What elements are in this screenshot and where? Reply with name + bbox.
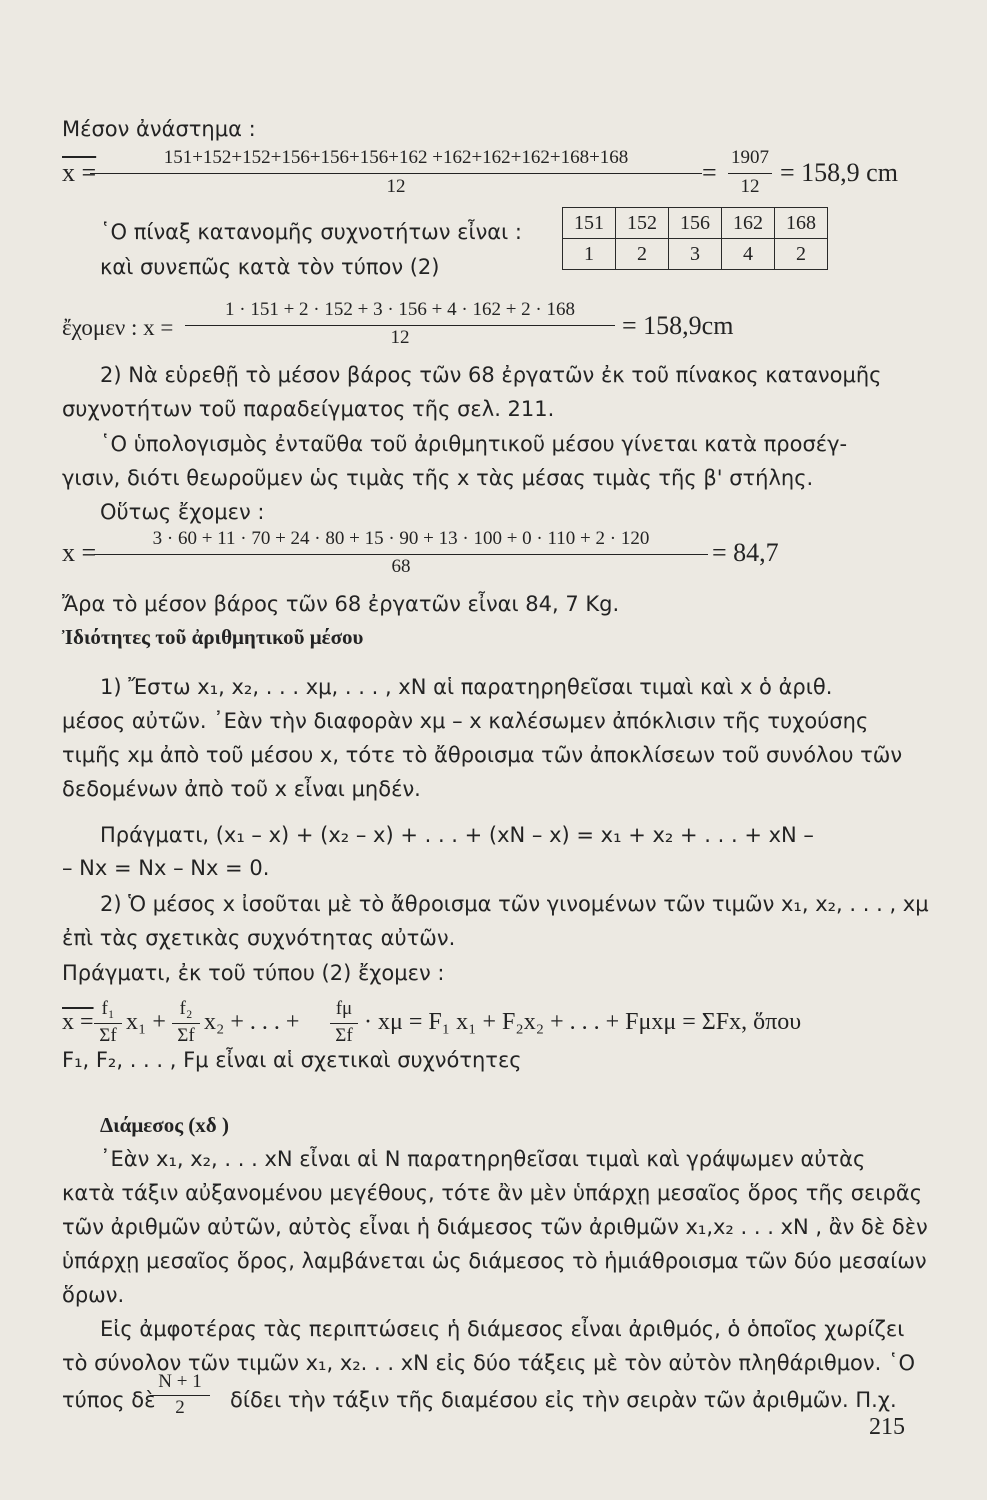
median-line2: κατὰ τάξιν αὐξανομένου μεγέθους, τότε ἂν μὲν ὑπάρχῃ μεσαῖος ὅρος τῆς σειρᾶς (62, 1181, 923, 1205)
table-intro-line2: καὶ συνεπῶς κατὰ τὸν τύπον (2) (100, 255, 440, 279)
eq1-fraction2-numerator: 1907 (731, 147, 769, 168)
median-line1: ᾿Εὰν x₁, x₂, . . . xN εἶναι αἱ N παρατηρηθεῖσαι τιμαὶ καὶ γράψωμεν αὐτὰς (100, 1147, 866, 1171)
eq1-lhs: x = (62, 158, 97, 187)
prop1-line1: 1) Ἔστω x₁, x₂, . . . xμ, . . . , xN αἱ παρατηρηθεῖσαι τιμαὶ καὶ x ὁ ἀριθ. (100, 675, 833, 699)
eq3-lhs: x = (62, 538, 97, 567)
prop2-line3: Πράγματι, ἐκ τοῦ τύπου (2) ἔχομεν : (62, 961, 445, 985)
prop1-line3: τιμῆς xμ ἀπὸ τοῦ μέσου x, τότε τὸ ἄθροισμα τῶν ἀποκλίσεων τοῦ συνόλου τῶν (62, 743, 903, 767)
eq4-frac2-num: f₂ (179, 998, 193, 1019)
frequency-cell: 4 (722, 239, 775, 270)
value-cell: 151 (563, 208, 616, 239)
para2-line1: 2) Νὰ εὑρεθῇ τὸ μέσον βάρος τῶν 68 ἐργατῶν ἐκ τοῦ πίνακος κατανομῆς (100, 363, 882, 387)
page-number: 215 (869, 1414, 905, 1440)
eq2-numerator: 1 · 151 + 2 · 152 + 3 · 156 + 4 · 162 + 2 · 168 (225, 299, 575, 320)
eq4-frac1-bar (94, 1023, 122, 1024)
median-line6: Εἰς ἀμφοτέρας τὰς περιπτώσεις ἡ διάμεσος εἶναι ἀριθμός, ὁ ὁποῖος χωρίζει (100, 1317, 905, 1341)
para2-line2: συχνοτήτων τοῦ παραδείγματος τῆς σελ. 211. (62, 397, 555, 421)
eq4-lhs: x = (62, 1009, 94, 1035)
para2-line3: ῾Ο ὑπολογισμὸς ἐνταῦθα τοῦ ἀριθμητικοῦ μέσου γίνεται κατὰ προσέγ- (100, 432, 848, 456)
eq2-lhs: ἔχομεν : x = (62, 315, 174, 340)
frequency-cell: 1 (563, 239, 616, 270)
table-row-values (563, 208, 828, 239)
median-line7: τὸ σύνολον τῶν τιμῶν x₁, x₂. . . xN εἰς δύο τάξεις μὲ τὸν αὐτὸν πληθάριθμον. ῾Ο (62, 1351, 916, 1375)
eq3-denominator: 68 (391, 556, 411, 577)
eq4-after: F₁, F₂, . . . , Fμ εἶναι αἱ σχετικαὶ συχνότητες (62, 1048, 522, 1072)
frequency-cell: 2 (616, 239, 669, 270)
eq4-frac1-den: Σf (99, 1025, 117, 1046)
properties-heading: Ἰδιότητες τοῦ ἀριθμητικοῦ μέσου (62, 625, 364, 649)
median-line5: ὅρων. (62, 1283, 125, 1307)
eq3-result: = 84,7 (712, 538, 779, 567)
prop1-line6: – Nx = Nx – Nx = 0. (62, 856, 270, 880)
table-intro-line1: ῾Ο πίναξ κατανομῆς συχνοτήτων εἶναι : (100, 220, 523, 244)
para2-line4: γισιν, διότι θεωροῦμεν ὡς τιμὰς τῆς x τὰς μέσας τιμὰς τῆς β' στήλης. (62, 466, 814, 490)
eq4-frac3-den: Σf (335, 1025, 353, 1046)
eq1-fraction-bar (90, 173, 702, 174)
eq1-numerator: 151+152+152+156+156+156+162 +162+162+162+168+168 (163, 147, 629, 168)
eq4-frac3-bar (330, 1023, 358, 1024)
eq2-result: = 158,9cm (622, 311, 734, 340)
median-heading: Διάμεσος (xδ ) (100, 1113, 229, 1137)
value-cell: 162 (722, 208, 775, 239)
conclusion: Ἄρα τὸ μέσον βάρος τῶν 68 ἐργατῶν εἶναι 84, 7 Kg. (62, 592, 620, 616)
value-cell: 152 (616, 208, 669, 239)
eq4-term2: x₂ + . . . + (204, 1009, 300, 1035)
eq1-denominator: 12 (386, 176, 406, 197)
frequency-cell: 2 (775, 239, 828, 270)
prop1-line5: Πράγματι, (x₁ – x) + (x₂ – x) + . . . + (xN – x) = x₁ + x₂ + . . . + xN – (100, 823, 814, 847)
last-line-after: δίδει τὴν τάξιν τῆς διαμέσου εἰς τὴν σειρὰν τῶν ἀριθμῶν. Π.χ. (230, 1388, 897, 1412)
prop2-line2: ἐπὶ τὰς σχετικὰς συχνότητας αὐτῶν. (62, 926, 456, 950)
eq2-fraction-bar (185, 325, 615, 326)
table-row-frequencies (563, 239, 828, 270)
value-cell: 156 (669, 208, 722, 239)
last-line-before: τύπος δὲ (62, 1388, 156, 1412)
median-frac-bar (150, 1395, 210, 1396)
eq4-frac1-num: f₁ (101, 998, 115, 1019)
eq1-equals: = (702, 158, 717, 187)
eq1-fraction2-denominator: 12 (740, 176, 760, 197)
eq4-frac2-bar (172, 1023, 200, 1024)
frequency-table (562, 207, 828, 270)
prop2-line1: 2) Ὁ μέσος x ἰσοῦται μὲ τὸ ἄθροισμα τῶν γινομένων τῶν τιμῶν x₁, x₂, . . . , xμ (100, 892, 929, 916)
frequency-cell: 3 (669, 239, 722, 270)
value-cell: 168 (775, 208, 828, 239)
median-frac-den: 2 (175, 1397, 185, 1418)
median-frac-num: N + 1 (158, 1371, 202, 1392)
prop1-line2: μέσος αὐτῶν. ᾿Εὰν τὴν διαφορὰν xμ – x καλέσωμεν ἀπόκλισιν τῆς τυχούσης (62, 709, 869, 733)
mean-heading: Μέσον ἀνάστημα : (62, 117, 256, 141)
prop1-line4: δεδομένων ἀπὸ τοῦ x εἶναι μηδέν. (62, 777, 421, 801)
eq4-tail: · xμ = F₁ x₁ + F₂x₂ + . . . + Fμxμ = ΣFx, ὅπου (364, 1009, 802, 1035)
eq3-fraction-bar (94, 554, 708, 555)
median-line3: τῶν ἀριθμῶν αὐτῶν, αὐτὸς εἶναι ἡ διάμεσος τῶν ἀριθμῶν x₁,x₂ . . . xN , ἂν δὲ δὲν (62, 1215, 928, 1239)
median-line4: ὑπάρχῃ μεσαῖος ὅρος, λαμβάνεται ὡς διάμεσος τὸ ἡμιάθροισμα τῶν δύο μεσαίων (62, 1249, 927, 1273)
eq2-denominator: 12 (390, 327, 410, 348)
eq4-frac3-num: fμ (335, 998, 353, 1019)
eq1-result: = 158,9 cm (780, 158, 898, 187)
eq4-term1: x₁ + (126, 1009, 166, 1035)
eq3-numerator: 3 · 60 + 11 · 70 + 24 · 80 + 15 · 90 + 13 · 100 + 0 · 110 + 2 · 120 (152, 528, 650, 549)
eq4-frac2-den: Σf (177, 1025, 195, 1046)
para2-line5: Οὕτως ἔχομεν : (100, 500, 265, 524)
eq1-fraction2-bar (728, 173, 772, 174)
